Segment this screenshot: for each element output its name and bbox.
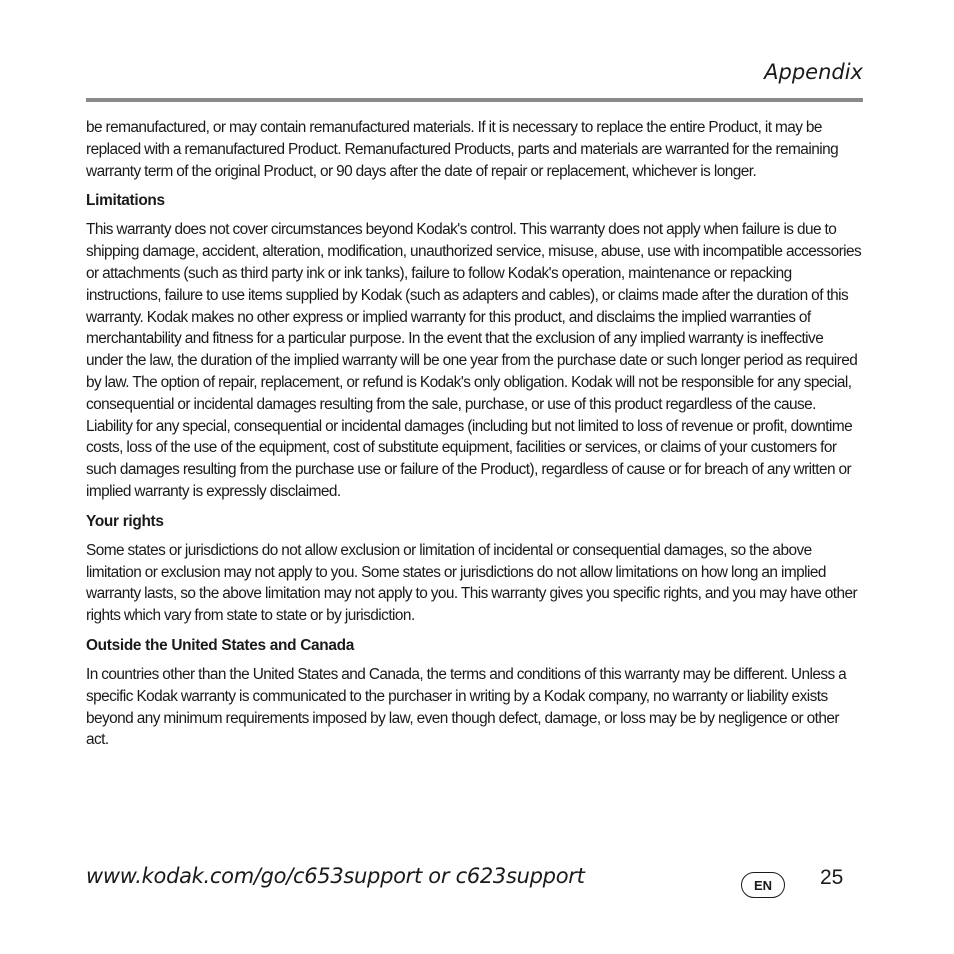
page-number: 25 xyxy=(820,866,844,889)
limitations-paragraph: This warranty does not cover circumstances beyond Kodak's control. This warranty does not apply when failure is due to shipping damage, accident, alteration, modification, unauthorized service, misuse, abuse, use with incompatible accessories or attachments (such as third party ink or ink tanks), failure to follow Kodak's operation, maintenance or repacking instructions, failure to use items supplied by Kodak (such as adapters and cables), or claims made after the duration of this warranty. Kodak makes no other express or implied warranty for this product, and disclaims the implied warranties of merchantability and fitness for a particular purpose. In the event that the exclusion of any implied warranty is ineffective under the law, the duration of the implied warranty will be one year from the purchase date or such longer period as required by law. The option of repair, replacement, or refund is Kodak's only obligation. Kodak will not be responsible for any special, consequential or incidental damages resulting from the sale, purchase, or use of this product regardless of the cause. Liability for any special, consequential or incidental damages (including but not limited to loss of revenue or profit, downtime costs, loss of the use of the equipment, cost of substitute equipment, facilities or services, or claims of your customers for such damages resulting from the purchase use or failure of the Product), regardless of cause or for breach of any written or implied warranty is expressly disclaimed. xyxy=(86,221,862,500)
limitations-heading: Limitations xyxy=(86,192,165,210)
header-divider xyxy=(86,98,863,102)
outside-us-canada-paragraph: In countries other than the United States and Canada, the terms and conditions of this warranty may be different. Unless a specific Kodak warranty is communicated to the purchaser in writing by a Kodak company, no warranty or liability exists beyond any minimum requirements imposed by law, even though defect, damage, or loss may be by negligence or other act. xyxy=(86,665,847,749)
document-body xyxy=(86,117,862,759)
your-rights-heading: Your rights xyxy=(86,512,164,530)
page-header-title: Appendix xyxy=(764,60,863,84)
intro-paragraph: be remanufactured, or may contain remanufactured materials. If it is necessary to replace the entire Product, it may be replaced with a remanufactured Product. Remanufactured Products, parts and materials are warranted for the remaining warranty term of the original Product, or 90 days after the date of repair or replacement, whichever is longer. xyxy=(86,119,839,180)
footer-support-url: www.kodak.com/go/c653support or c623support xyxy=(86,864,585,888)
your-rights-paragraph: Some states or jurisdictions do not allow exclusion or limitation of incidental or consequential damages, so the above limitation or exclusion may not apply to you. Some states or jurisdictions do not allow limitations on how long an implied warranty lasts, so the above limitation may not apply to you. This warranty gives you specific rights, and you may have other rights which vary from state to state or by jurisdiction. xyxy=(86,541,858,625)
outside-us-canada-heading: Outside the United States and Canada xyxy=(86,636,354,654)
language-badge: EN xyxy=(741,872,785,898)
